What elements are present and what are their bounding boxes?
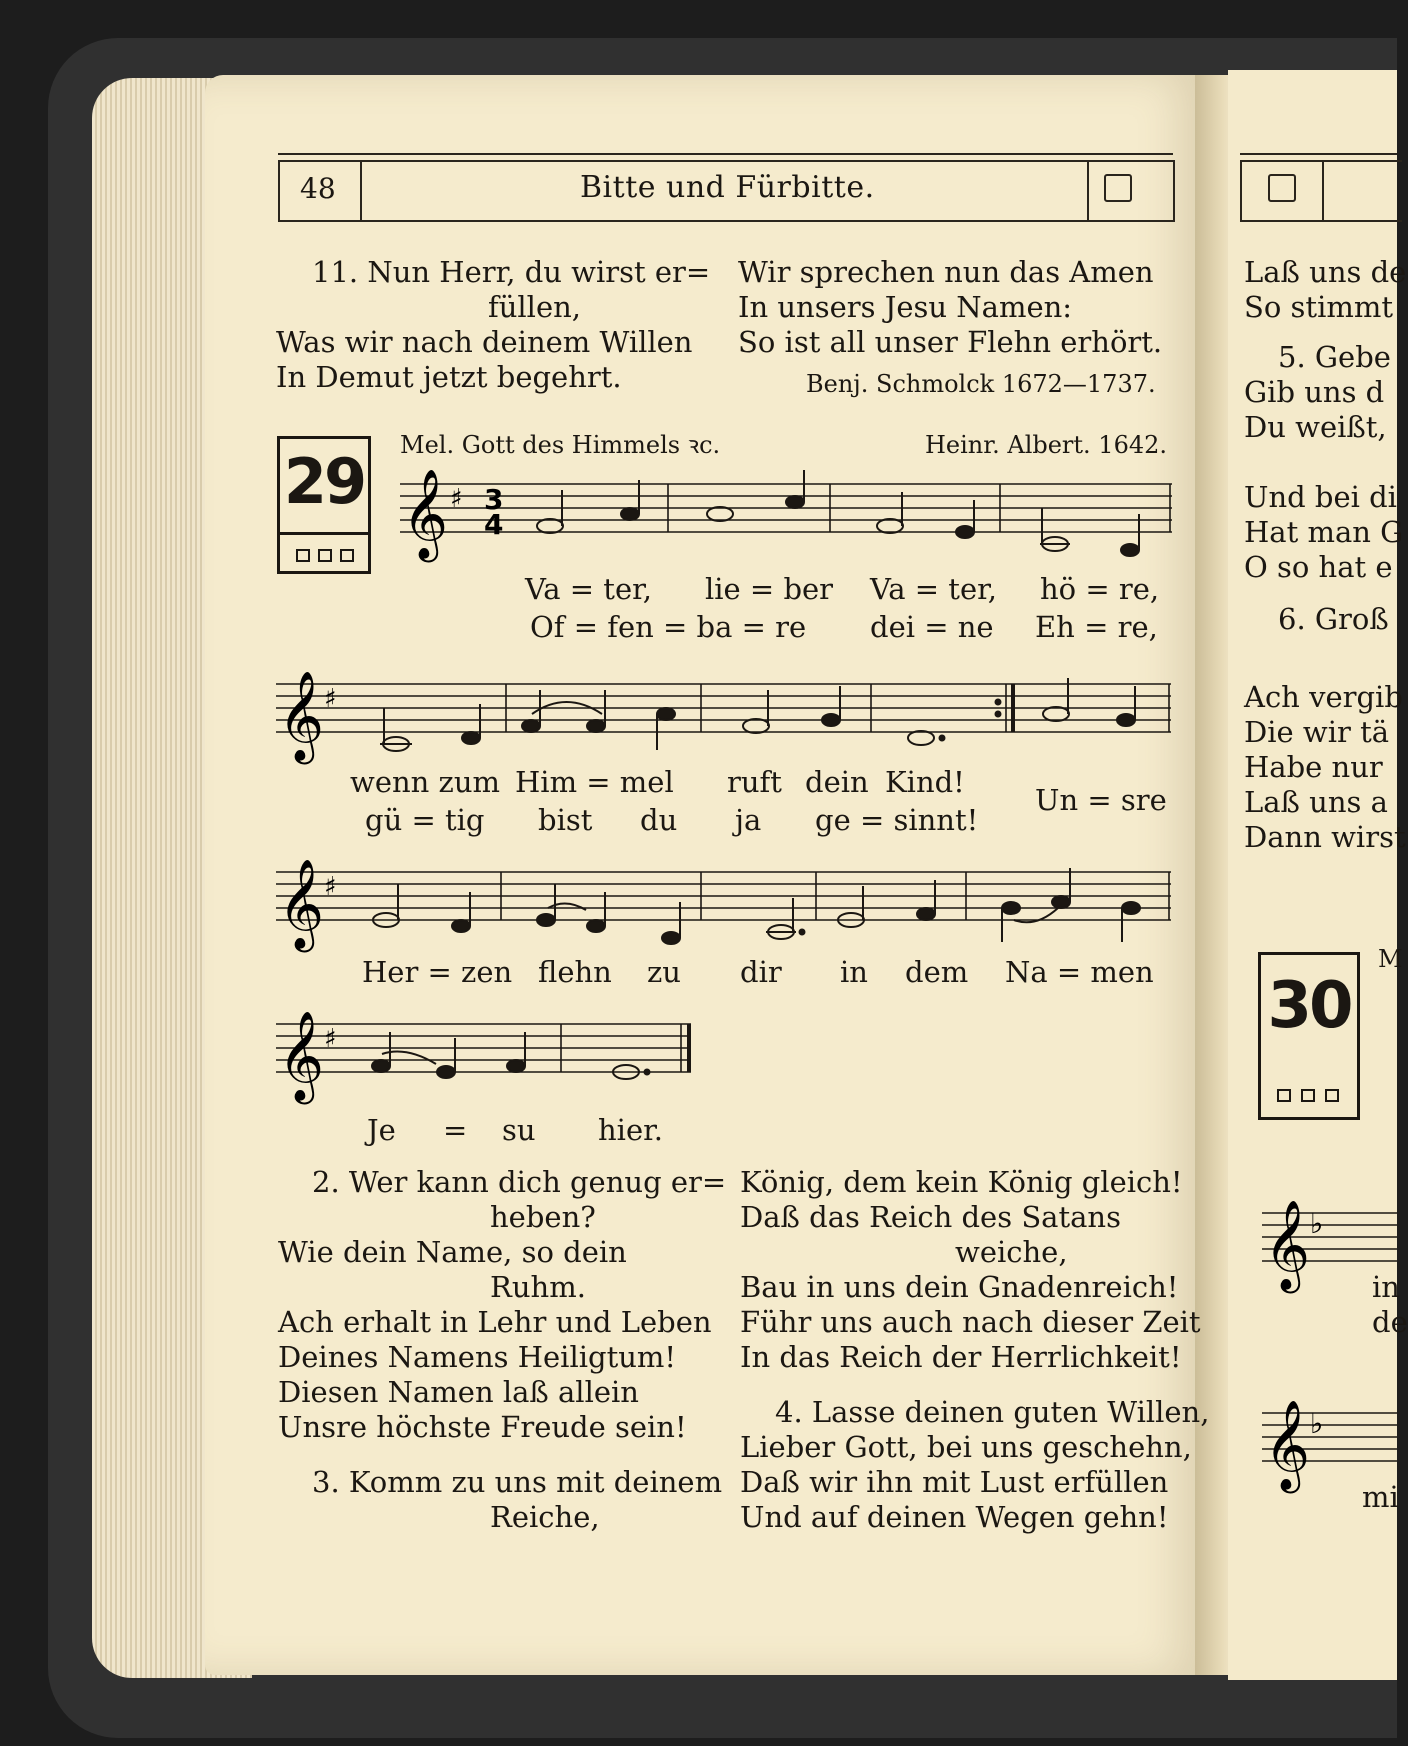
lyric-syllable: su — [502, 1113, 536, 1147]
lyric-syllable: dem — [905, 955, 969, 989]
treble-clef-icon: 𝄞 — [278, 859, 325, 949]
treble-clef-icon: 𝄞 — [278, 671, 325, 761]
lyric-syllable: dir — [740, 955, 782, 989]
lyric-syllable: bist — [538, 803, 593, 837]
checkbox-icon — [318, 549, 332, 562]
verse-line: Daß das Reich des Satans — [740, 1200, 1121, 1234]
verse-line: Ruhm. — [490, 1270, 586, 1304]
lyric-syllable: Va = ter, — [525, 572, 653, 606]
lyric-syllable: hier. — [598, 1113, 664, 1147]
lyric-syllable: wenn zum — [350, 765, 501, 799]
hymn-number-box — [1258, 952, 1360, 1120]
lyric-syllable: de — [1372, 1305, 1408, 1339]
music-staff — [1262, 1195, 1397, 1290]
music-staff — [276, 670, 1176, 760]
verse-line: Unsre höchste Freude sein! — [278, 1410, 687, 1444]
page-title: Bitte und Fürbitte. — [580, 170, 875, 205]
melody-reference: Mel. Gott des Himmels ꝛc. — [400, 431, 721, 459]
lyric-syllable: Her = zen — [362, 955, 513, 989]
composer-credit: Heinr. Albert. 1642. — [925, 431, 1168, 459]
verse-line: Laß uns a — [1244, 785, 1388, 819]
treble-clef-icon: 𝄞 — [402, 469, 449, 559]
header-divider — [1087, 160, 1089, 220]
time-signature-top: 3 — [484, 483, 504, 516]
lyric-syllable: zu — [647, 955, 681, 989]
treble-clef-icon: 𝄞 — [1264, 1400, 1311, 1490]
checkbox-icon — [340, 549, 354, 562]
treble-clef-icon: 𝄞 — [278, 1011, 325, 1101]
hymn-marker-icon — [1268, 174, 1296, 202]
verse-line: Daß wir ihn mit Lust erfüllen — [740, 1465, 1169, 1499]
verse-line: So ist all unser Flehn erhört. — [738, 325, 1163, 359]
verse-line: Diesen Namen laß allein — [278, 1375, 639, 1409]
music-staff — [276, 1010, 696, 1100]
verse-line: Ach erhalt in Lehr und Leben — [278, 1305, 712, 1339]
checkbox-icon — [296, 549, 310, 562]
lyric-syllable: ruft — [727, 765, 782, 799]
verse-line: 5. Gebe — [1278, 340, 1391, 374]
lyric-syllable: = — [443, 1113, 468, 1147]
lyric-syllable: gü = tig — [365, 803, 485, 837]
verse-line: So stimmt — [1244, 290, 1394, 324]
hymn-number: 30 — [1267, 969, 1351, 1043]
lyric-syllable: Un = sre — [1035, 783, 1167, 817]
hymn-number: 29 — [283, 445, 365, 518]
svg-text:♭: ♭ — [1310, 1207, 1324, 1240]
lyric-syllable: lie = ber — [705, 572, 834, 606]
verse-line: In Demut jetzt begehrt. — [276, 360, 622, 394]
verse-line: heben? — [490, 1200, 596, 1234]
verse-line: Habe nur — [1244, 750, 1383, 784]
verse-line: 4. Lasse deinen guten Willen, — [775, 1395, 1210, 1429]
lyric-syllable: flehn — [538, 955, 612, 989]
lyric-syllable: Of = fen = ba = re — [530, 610, 807, 644]
checkbox-icon — [1325, 1089, 1339, 1102]
verse-line: weiche, — [955, 1235, 1068, 1269]
verse-line: Wir sprechen nun das Amen — [738, 255, 1154, 289]
next-page-header — [1240, 160, 1402, 222]
verse-line: O so hat e — [1244, 550, 1393, 584]
lyric-syllable: du — [640, 803, 678, 837]
music-staff — [400, 469, 1175, 559]
verse-line: König, dem kein König gleich! — [740, 1165, 1183, 1199]
verse-line: Wie dein Name, so dein — [278, 1235, 627, 1269]
svg-text:♯: ♯ — [324, 1024, 337, 1054]
verse-line: Was wir nach deinem Willen — [276, 325, 693, 359]
verse-line: Reiche, — [490, 1500, 600, 1534]
verse-line: füllen, — [488, 290, 582, 324]
author-credit: Benj. Schmolck 1672—1737. — [806, 370, 1156, 398]
verse-line: In das Reich der Herrlichkeit! — [740, 1340, 1182, 1374]
verse-line: Hat man G — [1244, 515, 1404, 549]
verse-line: Die wir tä — [1244, 715, 1390, 749]
verse-line: Führ uns auch nach dieser Zeit — [740, 1305, 1201, 1339]
verse-line: 3. Komm zu uns mit deinem — [312, 1465, 723, 1499]
verse-line: Bau in uns dein Gnadenreich! — [740, 1270, 1179, 1304]
verse-line: Gib uns d — [1244, 375, 1385, 409]
lyric-syllable: dein — [805, 765, 869, 799]
verse-line: Dann wirst — [1244, 820, 1406, 854]
verse-line: Laß uns de — [1244, 255, 1407, 289]
svg-text:♯: ♯ — [324, 872, 337, 902]
verse-line: Und bei di — [1244, 480, 1397, 514]
verse-line: Ach vergib — [1244, 680, 1403, 714]
verse-line: In unsers Jesu Namen: — [738, 290, 1073, 324]
treble-clef-icon: 𝄞 — [1264, 1200, 1311, 1290]
melody-reference: M — [1378, 945, 1403, 973]
next-header-rule — [1240, 153, 1397, 155]
checkbox-icon — [1301, 1089, 1315, 1102]
checkbox-icon — [1277, 1089, 1291, 1102]
header-divider — [360, 160, 362, 220]
hymn-marker-icon — [1104, 174, 1132, 202]
verse-line: Deines Namens Heiligtum! — [278, 1340, 677, 1374]
lyric-syllable: in — [840, 955, 868, 989]
header-divider — [1322, 160, 1324, 220]
music-staff — [1262, 1395, 1397, 1490]
verse-line: Du weißt, — [1244, 410, 1387, 444]
verse-line: Und auf deinen Wegen gehn! — [740, 1500, 1169, 1534]
verse-line: 11. Nun Herr, du wirst er= — [312, 255, 711, 289]
svg-text:♯: ♯ — [324, 684, 337, 714]
lyric-syllable: mi — [1362, 1480, 1399, 1514]
svg-text:♭: ♭ — [1310, 1407, 1324, 1440]
lyric-syllable: Je — [367, 1113, 396, 1147]
lyric-syllable: dei = ne — [870, 610, 994, 644]
lyric-syllable: ge = sinnt! — [815, 803, 979, 837]
lyric-syllable: Va = ter, — [870, 572, 998, 606]
music-staff — [276, 858, 1176, 948]
hymn-number-box — [277, 436, 371, 574]
svg-text:♯: ♯ — [450, 484, 463, 514]
lyric-syllable: Him = mel — [515, 765, 674, 799]
lyric-syllable: hö = re, — [1040, 572, 1160, 606]
verse-line: 2. Wer kann dich genug er= — [312, 1165, 727, 1199]
header-top-rule — [278, 153, 1173, 155]
verse-line: Lieber Gott, bei uns geschehn, — [740, 1430, 1192, 1464]
lyric-syllable: Kind! — [885, 765, 965, 799]
lyric-syllable: ja — [735, 803, 762, 837]
time-signature-bottom: 4 — [484, 508, 504, 541]
verse-line: 6. Groß — [1278, 602, 1389, 636]
lyric-syllable: in — [1372, 1270, 1400, 1304]
lyric-syllable: Eh = re, — [1035, 610, 1158, 644]
page-number: 48 — [300, 172, 336, 205]
lyric-syllable: Na = men — [1005, 955, 1154, 989]
